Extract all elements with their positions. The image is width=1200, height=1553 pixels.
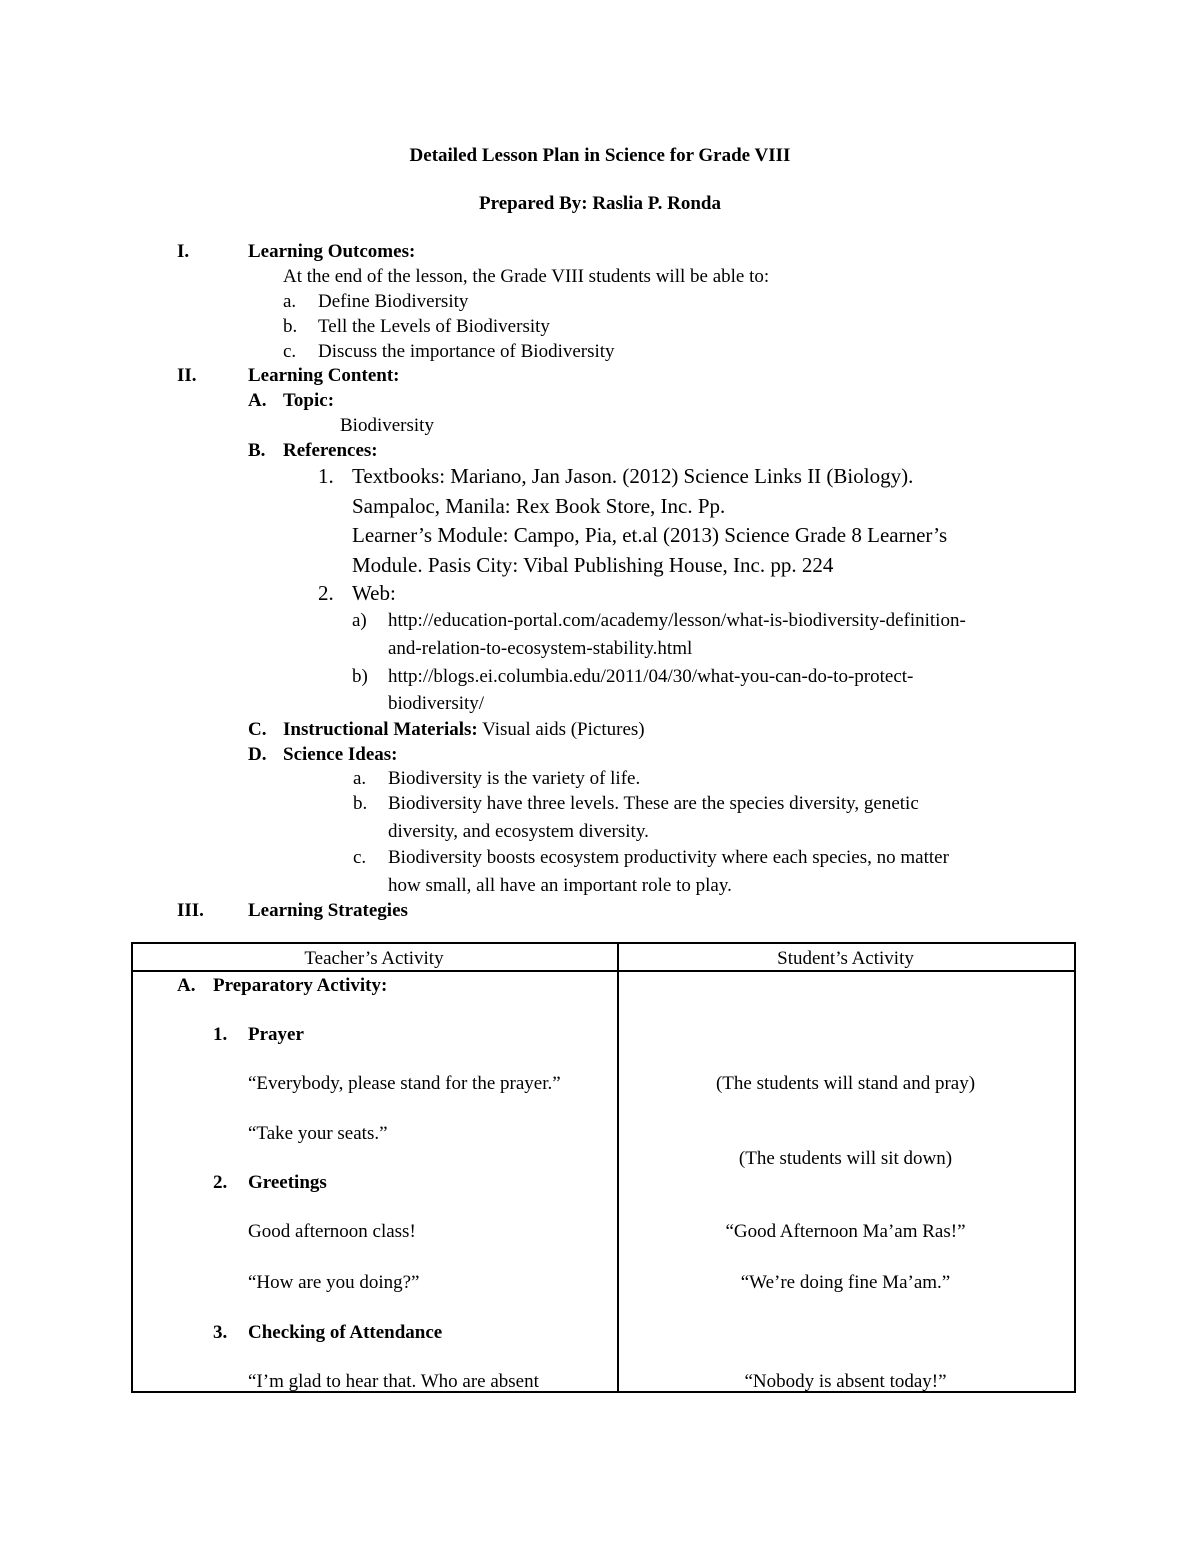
reference-line: Sampaloc, Manila: Rex Book Store, Inc. Pp.: [352, 494, 726, 518]
idea-marker: c.: [353, 847, 367, 868]
outcome-item: Discuss the importance of Biodiversity: [318, 341, 615, 362]
reference-marker: 2.: [318, 581, 334, 605]
header-teacher-activity: Teacher’s Activity: [304, 948, 444, 969]
materials-value: Visual aids (Pictures): [482, 719, 645, 740]
reference-line: Module. Pasis City: Vibal Publishing House, Inc. pp. 224: [352, 553, 834, 577]
idea-marker: a.: [353, 768, 367, 789]
references-label: References:: [283, 440, 378, 461]
references-marker: B.: [248, 440, 266, 461]
topic-marker: A.: [248, 390, 267, 411]
preparatory-marker: A.: [177, 975, 196, 996]
teacher-line: “I’m glad to hear that. Who are absent: [248, 1371, 539, 1392]
outcomes-intro: At the end of the lesson, the Grade VIII students will be able to:: [283, 266, 770, 287]
outcome-marker: a.: [283, 291, 297, 312]
section-2-number: II.: [177, 365, 197, 386]
science-ideas-marker: D.: [248, 744, 267, 765]
teacher-line: “Take your seats.”: [248, 1123, 388, 1144]
student-line: “Good Afternoon Ma’am Ras!”: [725, 1221, 966, 1242]
section-1-heading: Learning Outcomes:: [248, 241, 416, 262]
outcome-item: Define Biodiversity: [318, 291, 469, 312]
section-1-number: I.: [177, 241, 190, 262]
step-marker: 3.: [213, 1322, 228, 1343]
step-prayer: Prayer: [248, 1024, 304, 1045]
reference-marker: 1.: [318, 464, 334, 488]
idea-line: Biodiversity boosts ecosystem productivity where each species, no matter: [388, 847, 949, 868]
step-marker: 1.: [213, 1024, 228, 1045]
idea-line: Biodiversity have three levels. These are the species diversity, genetic: [388, 793, 919, 814]
outcome-item: Tell the Levels of Biodiversity: [318, 316, 550, 337]
header-divider: [133, 970, 1074, 972]
outcome-marker: c.: [283, 341, 297, 362]
materials-label: Instructional Materials:: [283, 719, 478, 740]
science-ideas-label: Science Ideas:: [283, 744, 398, 765]
materials-marker: C.: [248, 719, 267, 740]
section-3-heading: Learning Strategies: [248, 900, 408, 921]
section-2-heading: Learning Content:: [248, 365, 400, 386]
reference-line: Learner’s Module: Campo, Pia, et.al (2013) Science Grade 8 Learner’s: [352, 523, 948, 547]
materials-line: [283, 720, 645, 739]
teacher-line: “How are you doing?”: [248, 1272, 420, 1293]
web-label: Web:: [352, 581, 396, 605]
idea-line: diversity, and ecosystem diversity.: [388, 821, 649, 842]
section-3-number: III.: [177, 900, 204, 921]
outcome-marker: b.: [283, 316, 298, 337]
reference-line: Textbooks: Mariano, Jan Jason. (2012) Science Links II (Biology).: [352, 464, 914, 488]
header-student-activity: Student’s Activity: [777, 948, 914, 969]
idea-marker: b.: [353, 793, 368, 814]
web-link[interactable]: http://blogs.ei.columbia.edu/2011/04/30/what-you-can-do-to-protect-: [388, 666, 914, 687]
student-line: “We’re doing fine Ma’am.”: [740, 1272, 951, 1293]
student-line: (The students will stand and pray): [715, 1073, 976, 1094]
prepared-by: Prepared By: Raslia P. Ronda: [479, 193, 721, 214]
web-link[interactable]: biodiversity/: [388, 693, 485, 714]
teacher-line: “Everybody, please stand for the prayer.”: [248, 1073, 561, 1094]
web-link[interactable]: and-relation-to-ecosystem-stability.html: [388, 638, 693, 659]
student-line: (The students will sit down): [738, 1148, 953, 1169]
document-title: Detailed Lesson Plan in Science for Grade VIII: [409, 145, 791, 166]
topic-value: Biodiversity: [340, 415, 434, 436]
idea-line: Biodiversity is the variety of life.: [388, 768, 641, 789]
step-attendance: Checking of Attendance: [248, 1322, 443, 1343]
link-marker: b): [352, 666, 368, 687]
link-marker: a): [352, 610, 367, 631]
preparatory-label: Preparatory Activity:: [213, 975, 388, 996]
topic-label: Topic:: [283, 390, 335, 411]
step-marker: 2.: [213, 1172, 228, 1193]
step-greetings: Greetings: [248, 1172, 327, 1193]
web-link[interactable]: http://education-portal.com/academy/lesson/what-is-biodiversity-definition-: [388, 610, 966, 631]
teacher-line: Good afternoon class!: [248, 1221, 416, 1242]
student-line: “Nobody is absent today!”: [744, 1371, 947, 1392]
idea-line: how small, all have an important role to play.: [388, 875, 732, 896]
